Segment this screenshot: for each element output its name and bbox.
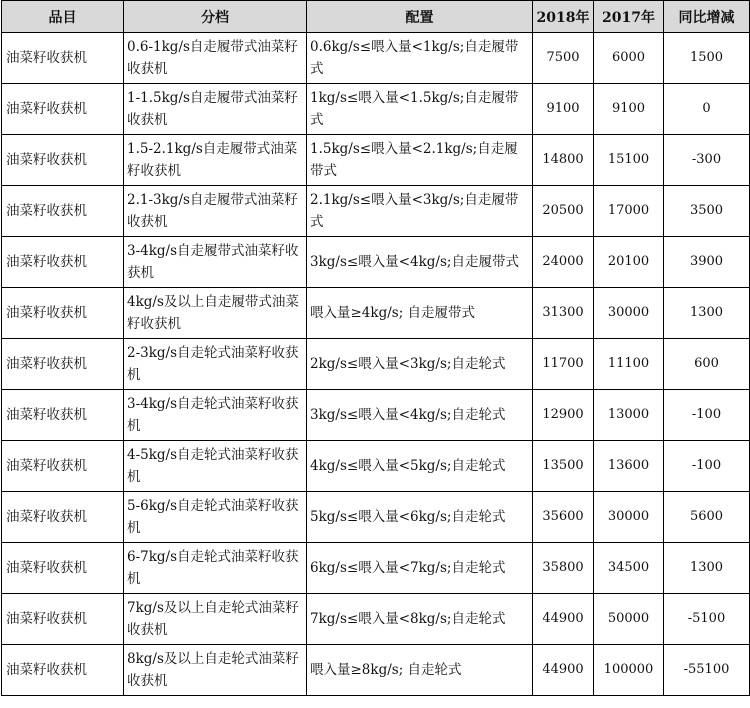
table-row	[2, 543, 750, 594]
cell-config: 2kg/s≤喂入量<3kg/s;自走轮式	[307, 339, 533, 390]
header-2018: 2018年	[533, 1, 594, 33]
cell-item: 油菜籽收获机	[2, 288, 124, 339]
header-change: 同比增减	[664, 1, 750, 33]
cell-tier: 8kg/s及以上自走轮式油菜籽收获机	[124, 645, 307, 696]
table-row	[2, 186, 750, 237]
subsidy-table	[1, 0, 750, 696]
cell-2018: 44900	[533, 594, 594, 645]
table-row	[2, 33, 750, 84]
cell-2017: 15100	[594, 135, 664, 186]
cell-config: 3kg/s≤喂入量<4kg/s;自走履带式	[307, 237, 533, 288]
cell-item: 油菜籽收获机	[2, 135, 124, 186]
cell-change: -5100	[664, 594, 750, 645]
cell-2017: 13600	[594, 441, 664, 492]
cell-change: -55100	[664, 645, 750, 696]
cell-2018: 35800	[533, 543, 594, 594]
cell-change: -300	[664, 135, 750, 186]
cell-2018: 7500	[533, 33, 594, 84]
cell-2018: 11700	[533, 339, 594, 390]
cell-2017: 50000	[594, 594, 664, 645]
table-row	[2, 390, 750, 441]
cell-2017: 34500	[594, 543, 664, 594]
cell-item: 油菜籽收获机	[2, 33, 124, 84]
table-row	[2, 84, 750, 135]
cell-2018: 31300	[533, 288, 594, 339]
cell-config: 2.1kg/s≤喂入量<3kg/s;自走履带式	[307, 186, 533, 237]
header-2017: 2017年	[594, 1, 664, 33]
cell-2018: 44900	[533, 645, 594, 696]
cell-config: 3kg/s≤喂入量<4kg/s;自走轮式	[307, 390, 533, 441]
cell-2017: 13000	[594, 390, 664, 441]
cell-2017: 17000	[594, 186, 664, 237]
cell-2018: 20500	[533, 186, 594, 237]
cell-2017: 30000	[594, 288, 664, 339]
cell-change: 600	[664, 339, 750, 390]
cell-2018: 24000	[533, 237, 594, 288]
cell-tier: 6-7kg/s自走轮式油菜籽收获机	[124, 543, 307, 594]
cell-2018: 12900	[533, 390, 594, 441]
cell-config: 5kg/s≤喂入量<6kg/s;自走轮式	[307, 492, 533, 543]
cell-tier: 4-5kg/s自走轮式油菜籽收获机	[124, 441, 307, 492]
cell-tier: 2.1-3kg/s自走履带式油菜籽收获机	[124, 186, 307, 237]
cell-2017: 11100	[594, 339, 664, 390]
cell-config: 1kg/s≤喂入量<1.5kg/s;自走履带式	[307, 84, 533, 135]
cell-item: 油菜籽收获机	[2, 339, 124, 390]
header-item: 品目	[2, 1, 124, 33]
cell-2017: 6000	[594, 33, 664, 84]
cell-tier: 0.6-1kg/s自走履带式油菜籽收获机	[124, 33, 307, 84]
header-config: 配置	[307, 1, 533, 33]
cell-item: 油菜籽收获机	[2, 645, 124, 696]
cell-2018: 35600	[533, 492, 594, 543]
cell-item: 油菜籽收获机	[2, 441, 124, 492]
cell-tier: 4kg/s及以上自走履带式油菜籽收获机	[124, 288, 307, 339]
cell-tier: 2-3kg/s自走轮式油菜籽收获机	[124, 339, 307, 390]
cell-change: -100	[664, 390, 750, 441]
cell-config: 6kg/s≤喂入量<7kg/s;自走轮式	[307, 543, 533, 594]
cell-2017: 20100	[594, 237, 664, 288]
cell-item: 油菜籽收获机	[2, 543, 124, 594]
cell-2017: 100000	[594, 645, 664, 696]
cell-tier: 3-4kg/s自走轮式油菜籽收获机	[124, 390, 307, 441]
table-row	[2, 594, 750, 645]
cell-config: 7kg/s≤喂入量<8kg/s;自走轮式	[307, 594, 533, 645]
table-row	[2, 492, 750, 543]
cell-tier: 3-4kg/s自走履带式油菜籽收获机	[124, 237, 307, 288]
cell-2018: 14800	[533, 135, 594, 186]
header-row	[2, 1, 750, 33]
cell-config: 1.5kg/s≤喂入量<2.1kg/s;自走履带式	[307, 135, 533, 186]
cell-tier: 7kg/s及以上自走轮式油菜籽收获机	[124, 594, 307, 645]
cell-config: 喂入量≥8kg/s; 自走轮式	[307, 645, 533, 696]
cell-item: 油菜籽收获机	[2, 390, 124, 441]
cell-change: -100	[664, 441, 750, 492]
cell-config: 4kg/s≤喂入量<5kg/s;自走轮式	[307, 441, 533, 492]
header-tier: 分档	[124, 1, 307, 33]
cell-item: 油菜籽收获机	[2, 492, 124, 543]
cell-change: 1500	[664, 33, 750, 84]
cell-config: 喂入量≥4kg/s; 自走履带式	[307, 288, 533, 339]
cell-item: 油菜籽收获机	[2, 594, 124, 645]
table-row	[2, 237, 750, 288]
cell-change: 1300	[664, 543, 750, 594]
cell-tier: 1-1.5kg/s自走履带式油菜籽收获机	[124, 84, 307, 135]
cell-2017: 9100	[594, 84, 664, 135]
cell-change: 3900	[664, 237, 750, 288]
cell-change: 0	[664, 84, 750, 135]
table-row	[2, 135, 750, 186]
cell-tier: 1.5-2.1kg/s自走履带式油菜籽收获机	[124, 135, 307, 186]
table-row	[2, 288, 750, 339]
cell-2018: 13500	[533, 441, 594, 492]
cell-tier: 5-6kg/s自走轮式油菜籽收获机	[124, 492, 307, 543]
table-row	[2, 441, 750, 492]
cell-item: 油菜籽收获机	[2, 237, 124, 288]
cell-change: 5600	[664, 492, 750, 543]
cell-2018: 9100	[533, 84, 594, 135]
table-row	[2, 339, 750, 390]
cell-item: 油菜籽收获机	[2, 186, 124, 237]
cell-2017: 30000	[594, 492, 664, 543]
cell-config: 0.6kg/s≤喂入量<1kg/s;自走履带式	[307, 33, 533, 84]
cell-change: 1300	[664, 288, 750, 339]
table-row	[2, 645, 750, 696]
cell-item: 油菜籽收获机	[2, 84, 124, 135]
cell-change: 3500	[664, 186, 750, 237]
